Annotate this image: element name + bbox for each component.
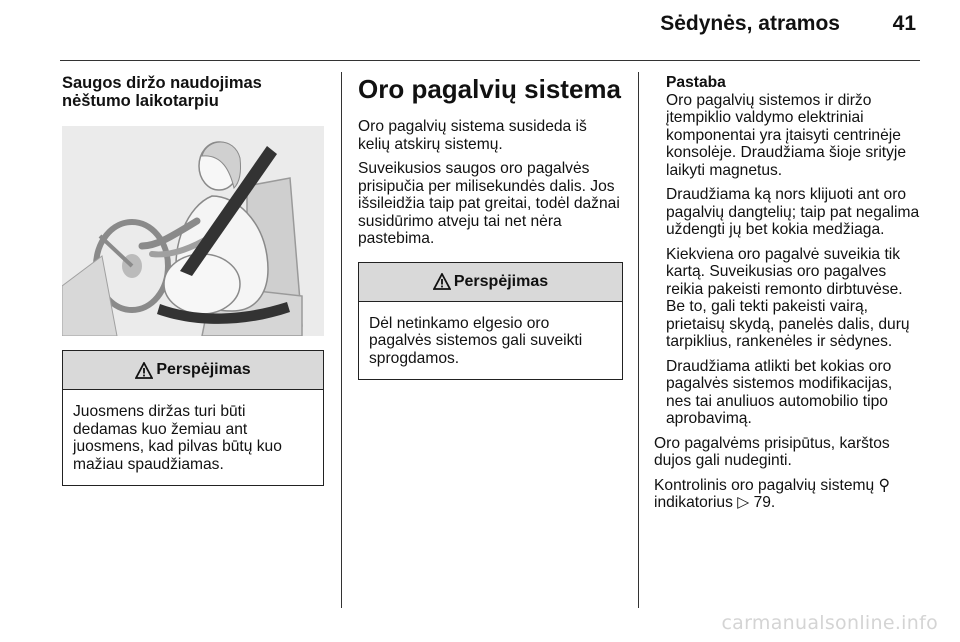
text-line: juosmens, kad pilvas būtų kuo: [73, 438, 282, 455]
section-heading: Oro pagalvių sistema: [358, 74, 621, 104]
text-line: sprogdamos.: [369, 349, 460, 367]
page-header-title: Sėdynės, atramos: [660, 12, 840, 35]
text-line: indikatorius: [654, 494, 733, 511]
warning-triangle-icon: [135, 362, 153, 379]
text-line: išsileidžia taip pat greitai, todėl dažnai: [358, 195, 620, 212]
page-reference-link[interactable]: 79.: [753, 494, 776, 511]
text-line: Oro pagalvėms prisipūtus, karštos: [654, 434, 890, 452]
warning-header: [359, 263, 622, 302]
note-paragraph: [666, 92, 926, 180]
text-line: susidūrimo atveju tai net nėra: [358, 212, 562, 230]
text-line: pagalvės sistemos modifikacijas,: [666, 375, 893, 392]
text-line: Draudžiama atlikti bet kokias oro: [666, 357, 892, 375]
header-rule: [60, 60, 920, 61]
text-line: dujos gali nudeginti.: [654, 452, 792, 469]
section-subheading: [62, 74, 324, 110]
warning-box: [62, 350, 324, 486]
text-line: komponentai yra įtaisyti centrinėje: [666, 126, 901, 144]
column-2: [358, 74, 623, 380]
watermark: carmanualsonline.info: [721, 612, 938, 634]
note-paragraph: [666, 358, 926, 428]
text-line: pagalvių dangtelių; taip pat negalima: [666, 203, 920, 221]
page-reference-arrow-icon: ▷: [737, 494, 750, 511]
column-divider-1: [341, 72, 342, 608]
text-line: kelių atskirų sistemų.: [358, 135, 503, 153]
text-line: laikyti magnetus.: [666, 161, 783, 179]
airbag-indicator-icon: ⚲: [878, 476, 890, 494]
column-divider-2: [638, 72, 639, 608]
warning-body: [63, 390, 323, 485]
warning-title: Perspėjimas: [453, 272, 549, 290]
text-line: uždengti jų bet kokia medžiaga.: [666, 221, 885, 238]
subheading-line: Saugos diržo naudojimas: [62, 74, 262, 92]
text-line: Be to, gali tekti pakeisti vairą,: [666, 298, 868, 315]
text-line: Draudžiama ką nors klijuoti ant oro: [666, 186, 907, 203]
text-line: prietaisų skydą, panelės dalis, durų: [666, 315, 910, 333]
note-paragraph: [666, 246, 926, 351]
paragraph: [358, 160, 623, 248]
pregnant-woman-seatbelt-illustration: [62, 126, 324, 336]
text-line: Juosmens diržas turi būti: [73, 403, 246, 420]
warning-title: Perspėjimas: [156, 361, 251, 378]
text-line: konsolėje. Draudžiama šioje srityje: [666, 144, 907, 161]
text-line: mažiau spaudžiamas.: [73, 455, 224, 473]
warning-text: [73, 403, 313, 473]
note-block: [654, 74, 926, 428]
column-3: [654, 74, 926, 519]
paragraph: [654, 435, 926, 470]
warning-box: [358, 262, 623, 381]
text-line: Oro pagalvių sistemos ir diržo: [666, 91, 872, 109]
text-line: aprobavimą.: [666, 410, 752, 427]
text-line: reikia pakeisti remonto dirbtuvėse.: [666, 280, 903, 298]
text-line: įtempiklio valdymo elektriniai: [666, 109, 864, 126]
text-line: prisipučia per milisekundės dalis. Jos: [358, 177, 615, 195]
paragraph: [654, 477, 926, 512]
text-line: Oro pagalvių sistema susideda iš: [358, 118, 587, 135]
text-line: kartą. Suveikusias oro pagalves: [666, 263, 887, 280]
text-line: Dėl netinkamo elgesio oro: [369, 314, 550, 332]
warning-header: [63, 351, 323, 390]
note-paragraph: [666, 186, 926, 239]
warning-triangle-icon: [433, 273, 451, 290]
text-line: tarpiklius, rankenėles ir sėdynes.: [666, 333, 893, 350]
paragraph: [358, 118, 623, 153]
text-line: pastebima.: [358, 230, 435, 247]
text-line: Suveikusios saugos oro pagalvės: [358, 160, 590, 177]
subheading-line: nėštumo laikotarpiu: [62, 92, 219, 110]
page-number: 41: [892, 12, 916, 35]
warning-text: [369, 315, 612, 368]
text-line: Kontrolinis oro pagalvių sistemų: [654, 476, 875, 494]
warning-body: [359, 302, 622, 380]
column-1: [62, 74, 324, 486]
text-line: nes tai anuliuos automobilio tipo: [666, 392, 888, 410]
note-title: Pastaba: [666, 74, 726, 91]
text-line: dedamas kuo žemiau ant: [73, 420, 248, 438]
text-line: Kiekviena oro pagalvė suveikia tik: [666, 245, 901, 263]
text-line: pagalvės sistemos gali suveikti: [369, 332, 583, 349]
